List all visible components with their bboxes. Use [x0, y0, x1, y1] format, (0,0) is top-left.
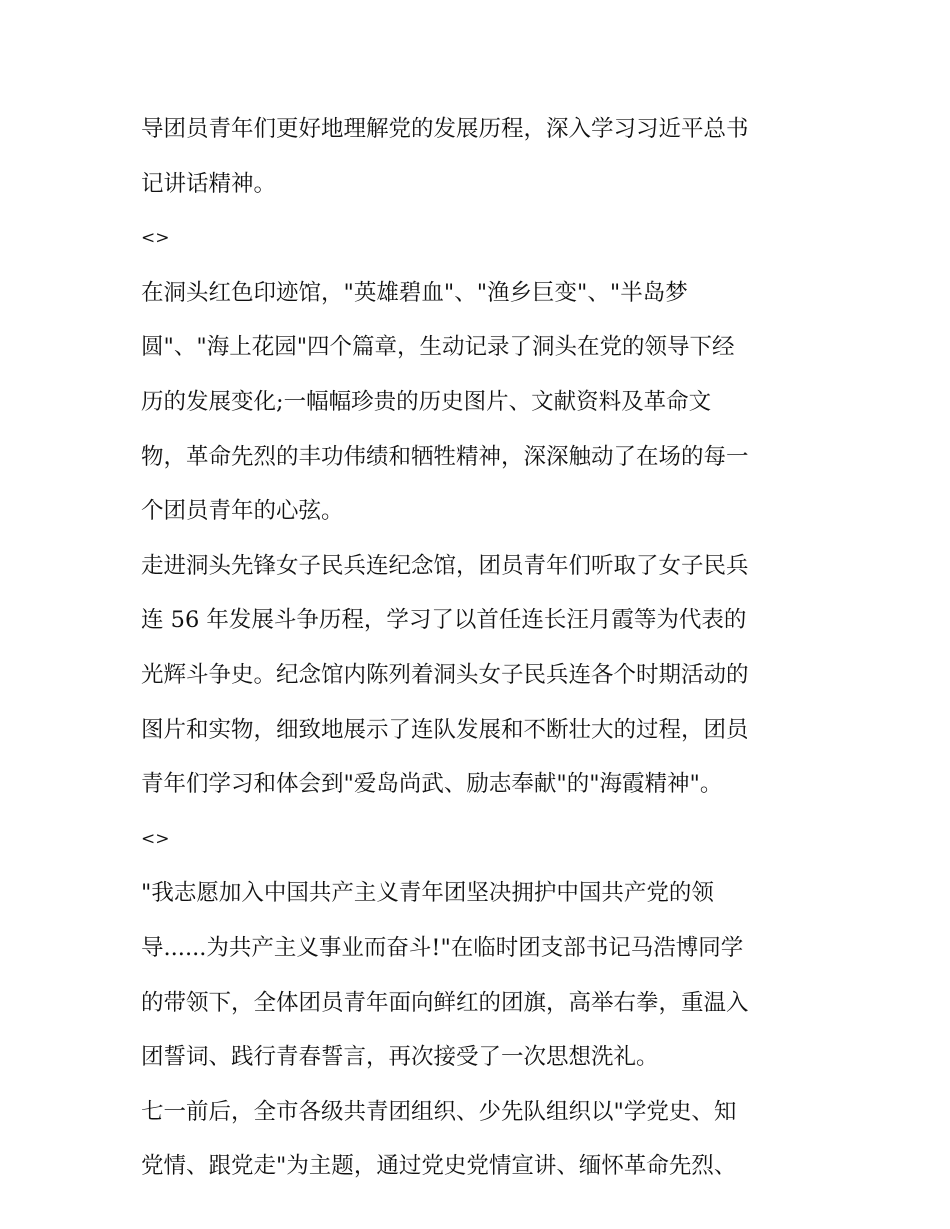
text-line: 记讲话精神。 — [141, 170, 277, 197]
text-line: "我志愿加入中国共产主义青年团坚决拥护中国共产党的领 — [141, 880, 714, 907]
text-line: 团誓词、践行青春誓言，再次接受了一次思想洗礼。 — [141, 1044, 659, 1071]
text-line: 导......为共产主义事业而奋斗!"在临时团支部书记马浩博同学 — [141, 934, 744, 961]
text-line: 连 56 年发展斗争历程，学习了以首任连长汪月霞等为代表的 — [141, 607, 747, 634]
separator-mark: <> — [141, 828, 170, 849]
text-line: 的带领下，全体团员青年面向鲜红的团旗，高举右拳，重温入 — [141, 989, 749, 1016]
text-line: 走进洞头先锋女子民兵连纪念馆，团员青年们听取了女子民兵 — [141, 552, 749, 579]
document-body — [141, 102, 821, 1194]
text-line: 个团员青年的心弦。 — [141, 498, 344, 525]
text-line: 图片和实物，细致地展示了连队发展和不断壮大的过程，团员 — [141, 716, 749, 743]
text-line: 党情、跟党走"为主题，通过党史党情宣讲、缅怀革命先烈、 — [141, 1153, 737, 1180]
separator-mark: <> — [141, 228, 170, 249]
text-line: 在洞头红色印迹馆，"英雄碧血"、"渔乡巨变"、"半岛梦 — [141, 279, 688, 306]
text-line: 圆"、"海上花园"四个篇章，生动记录了洞头在党的领导下经 — [141, 334, 735, 361]
text-line: 光辉斗争史。纪念馆内陈列着洞头女子民兵连各个时期活动的 — [141, 661, 749, 688]
text-line: 七一前后，全市各级共青团组织、少先队组织以"学党史、知 — [141, 1098, 737, 1125]
text-line: 历的发展变化;一幅幅珍贵的历史图片、文献资料及革命文 — [141, 388, 712, 415]
text-line: 物，革命先烈的丰功伟绩和牺牲精神，深深触动了在场的每一 — [141, 443, 749, 470]
text-line: 导团员青年们更好地理解党的发展历程，深入学习习近平总书 — [141, 116, 749, 142]
text-line: 青年们学习和体会到"爱岛尚武、励志奉献"的"海霞精神"。 — [141, 771, 723, 798]
